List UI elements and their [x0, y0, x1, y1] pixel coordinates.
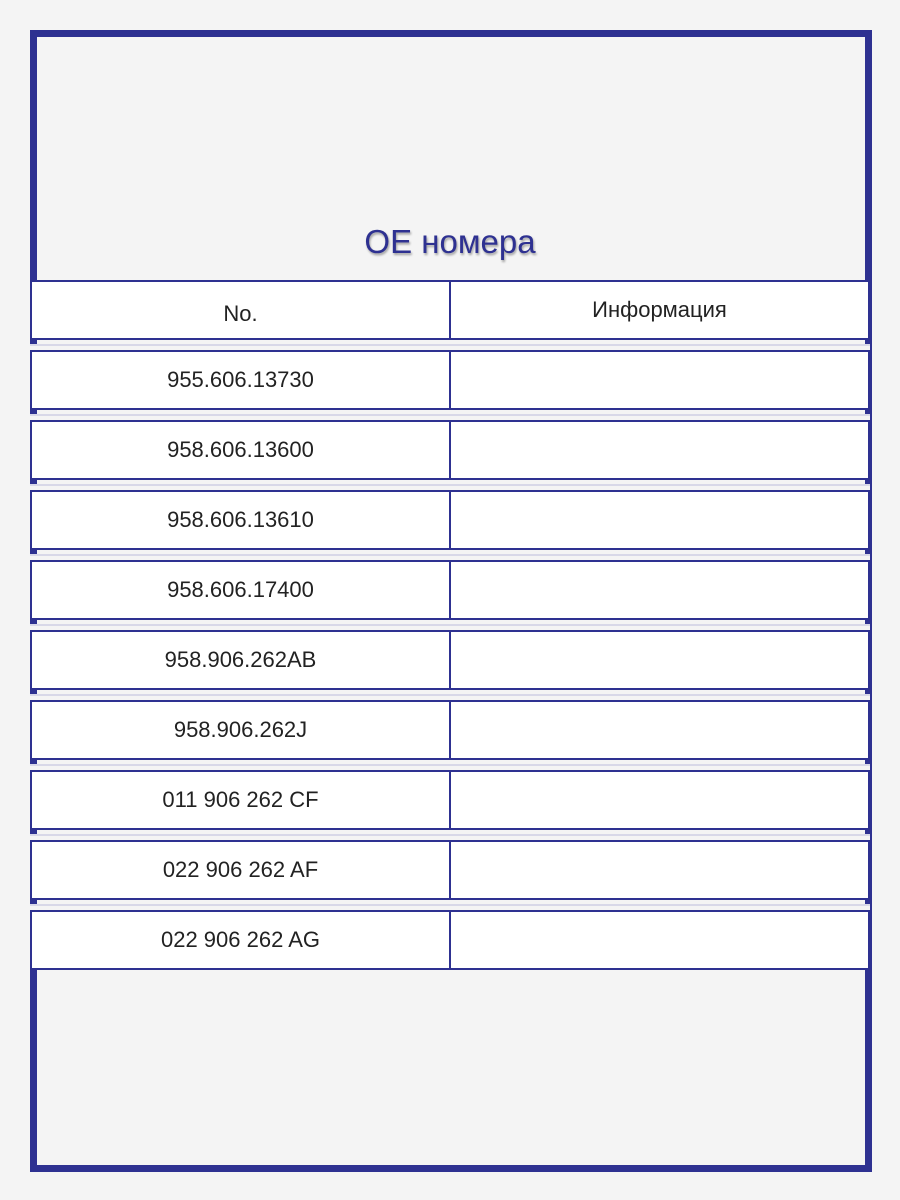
info-cell [451, 912, 868, 968]
info-cell [451, 492, 868, 548]
info-cell [451, 842, 868, 898]
info-cell [451, 562, 868, 618]
oe-number-cell: 958.906.262AB [32, 632, 451, 688]
oe-number-cell: 011 906 262 CF [32, 772, 451, 828]
oe-number-cell: 955.606.13730 [32, 352, 451, 408]
table-row [30, 770, 870, 830]
table-row [30, 630, 870, 690]
oe-number-cell: 958.606.13600 [32, 422, 451, 478]
table-row [30, 910, 870, 970]
oe-number-cell: 958.606.13610 [32, 492, 451, 548]
oe-number-cell: 958.906.262J [32, 702, 451, 758]
table-row [30, 420, 870, 480]
table-header-row [30, 280, 870, 340]
oe-number-cell: 022 906 262 AF [32, 842, 451, 898]
table-row [30, 560, 870, 620]
table-row [30, 700, 870, 760]
column-header-no: No. [32, 282, 451, 338]
info-cell [451, 632, 868, 688]
info-cell [451, 702, 868, 758]
table-row [30, 840, 870, 900]
page-title: OE номера [364, 223, 536, 260]
info-cell [451, 772, 868, 828]
oe-number-cell: 022 906 262 AG [32, 912, 451, 968]
oe-number-cell: 958.606.17400 [32, 562, 451, 618]
info-cell [451, 352, 868, 408]
column-header-info: Информация [592, 297, 727, 322]
table-row [30, 490, 870, 550]
info-cell [451, 422, 868, 478]
table-row [30, 350, 870, 410]
